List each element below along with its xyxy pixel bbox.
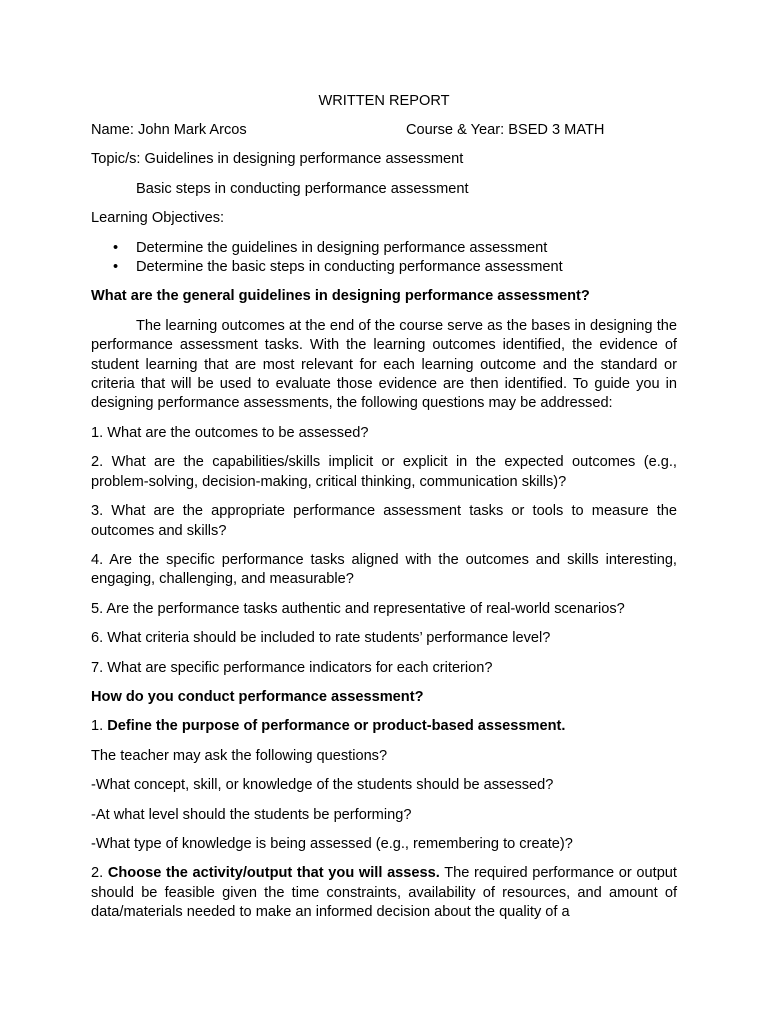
step-paragraph [91, 864, 677, 922]
student-name: Name: John Mark Arcos [91, 122, 247, 139]
intro-paragraph: The learning outcomes at the end of the course serve as the bases in designing the performance assessment tasks. With the learning outcomes identified, the evidence of student learning that are most relevant for each learning outcome and the standard or criteria that will be used to evaluate those evidence are then identified. To guide you in designing performance assessments, the following questions may be addressed: [91, 317, 677, 412]
guideline-question: 1. What are the outcomes to be assessed? [91, 424, 369, 441]
guideline-question: 6. What criteria should be included to rate students’ performance level? [91, 630, 551, 647]
step-title: Choose the activity/output that you will assess. [107, 865, 440, 882]
section-heading: How do you conduct performance assessment? [91, 688, 424, 705]
list-item [91, 239, 677, 258]
document-body [91, 92, 677, 933]
teacher-question: -What type of knowledge is being assessed (e.g., remembering to create)? [91, 835, 573, 852]
step-number: 2. [91, 865, 108, 882]
list-item [91, 258, 677, 277]
step-number: 1. [91, 718, 108, 735]
teacher-question: -What concept, skill, or knowledge of the students should be assessed? [91, 777, 554, 794]
objective-text: Determine the guidelines in designing performance assessment [136, 239, 548, 256]
step-paragraph [91, 717, 677, 736]
step-title: Define the purpose of performance or product-based assessment. [107, 718, 566, 735]
guideline-question: 3. What are the appropriate performance assessment tasks or tools to measure the outcomes and skills? [91, 503, 677, 539]
section-heading: What are the general guidelines in designing performance assessment? [91, 288, 590, 305]
teacher-question: -At what level should the students be performing? [91, 806, 412, 823]
name-course-row [91, 121, 677, 140]
topic-line: Topic/s: Guidelines in designing performance assessment [91, 151, 464, 168]
report-title: WRITTEN REPORT [318, 93, 450, 109]
guideline-question: 5. Are the performance tasks authentic and representative of real-world scenarios? [91, 600, 625, 617]
objectives-list [91, 239, 677, 278]
guideline-question: 2. What are the capabilities/skills implicit or explicit in the expected outcomes (e.g., problem-solving, decision-making, critical thinking, communication skills)? [91, 454, 677, 490]
objectives-heading: Learning Objectives: [91, 210, 225, 227]
guideline-question: 7. What are specific performance indicators for each criterion? [91, 659, 493, 676]
bullet-icon: • [113, 259, 119, 276]
objective-text: Determine the basic steps in conducting performance assessment [136, 259, 563, 276]
guideline-question: 4. Are the specific performance tasks aligned with the outcomes and skills interesting, engaging, challenging, and measurable? [91, 551, 677, 588]
topic-line-2: Basic steps in conducting performance assessment [136, 180, 469, 197]
bullet-icon: • [113, 239, 119, 256]
teacher-line: The teacher may ask the following questions? [91, 747, 388, 764]
course-year: Course & Year: BSED 3 MATH [406, 122, 605, 139]
step-text: The required performance or output should be feasible given the time constraints, availability of resources, and amount of data/materials needed to make an informed decision about the quality of a [91, 865, 677, 921]
